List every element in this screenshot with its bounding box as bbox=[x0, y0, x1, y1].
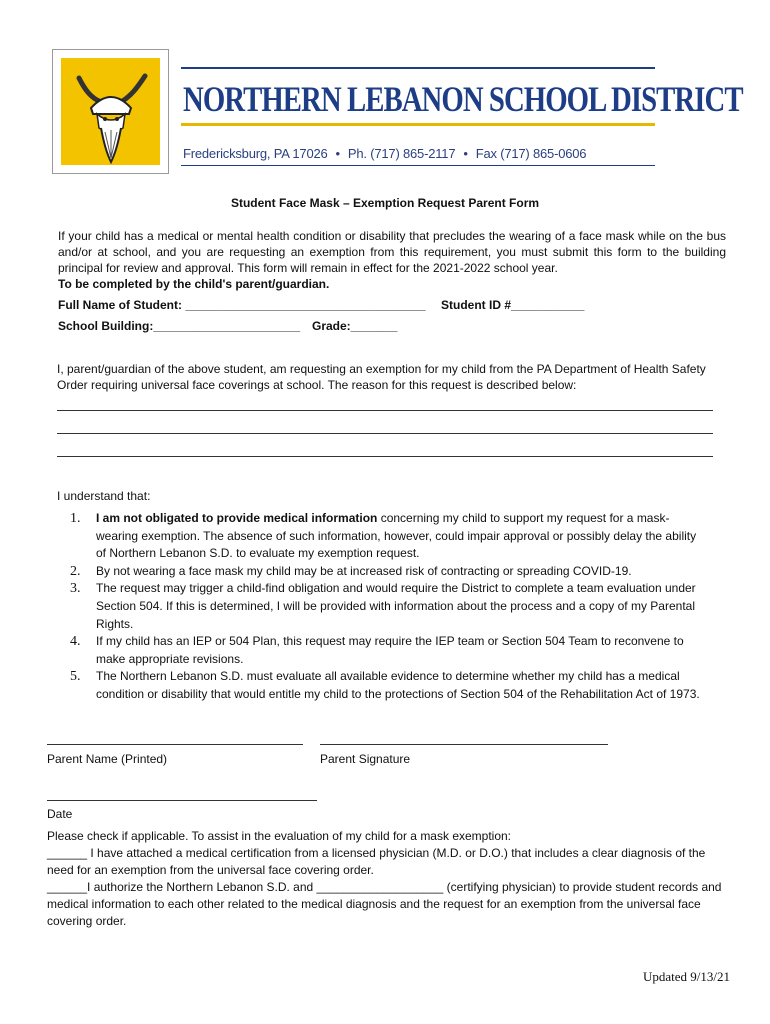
date-label: Date bbox=[47, 807, 73, 821]
list-item bbox=[70, 668, 700, 703]
grade-field[interactable]: Grade:_______ bbox=[312, 319, 398, 333]
list-item bbox=[70, 580, 700, 633]
list-item bbox=[70, 633, 700, 668]
form-intro: If your child has a medical or mental health condition or disability that precludes the wearing of a face mask while on the bus and/or at school, and you are requesting an exemption from this requirement, you must submit this form to the building principal for review and approval. This form will remain in effect for the 2021-2022 school year. bbox=[58, 229, 726, 275]
district-name: NORTHERN LEBANON SCHOOL DISTRICT bbox=[183, 79, 743, 119]
phone-text: Ph. (717) 865-2117 bbox=[347, 146, 456, 161]
check-block bbox=[47, 828, 727, 930]
list-number: 5. bbox=[70, 669, 81, 685]
list-item bbox=[70, 563, 700, 581]
list-number: 2. bbox=[70, 563, 81, 579]
contact-line bbox=[183, 146, 586, 161]
reason-line[interactable] bbox=[57, 456, 713, 457]
fax-text: Fax (717) 865-0606 bbox=[475, 146, 587, 161]
parent-name-line[interactable] bbox=[47, 744, 303, 745]
understand-list bbox=[70, 510, 700, 704]
reason-intro: I, parent/guardian of the above student, am requesting an exemption for my child from the PA Department of Health Safety Order requiring universal face coverings at school. The reason for this request is described below: bbox=[57, 362, 706, 392]
school-building-field[interactable]: School Building:______________________ bbox=[58, 319, 301, 333]
list-number: 1. bbox=[70, 511, 81, 526]
check-intro: Please check if applicable. To assist in the evaluation of my child for a mask exemption: bbox=[47, 829, 512, 843]
address-text: Fredericksburg, PA 17026 bbox=[183, 146, 328, 161]
updated-date: Updated 9/13/21 bbox=[643, 969, 731, 984]
parent-signature-line[interactable] bbox=[320, 744, 608, 745]
student-name-field[interactable]: Full Name of Student: ____________________________________ bbox=[58, 298, 426, 312]
parent-signature-label: Parent Signature bbox=[320, 752, 411, 766]
viking-mascot-icon bbox=[61, 58, 160, 165]
list-item-bold: I am not obligated to provide medical information bbox=[96, 511, 378, 525]
list-item-text: The Northern Lebanon S.D. must evaluate all available evidence to determine whether my child has a medical condition or disability that would entitle my child to the protections of Section 504 of the Rehabilitation Act of 1973. bbox=[96, 669, 700, 701]
parent-name-label: Parent Name (Printed) bbox=[47, 752, 168, 766]
form-title: Student Face Mask – Exemption Request Parent Form bbox=[230, 196, 540, 210]
list-item-text: If my child has an IEP or 504 Plan, this request may require the IEP team or Section 504 Team to reconvene to make appropriate revisions. bbox=[96, 634, 684, 666]
reason-line[interactable] bbox=[57, 410, 713, 411]
reason-line[interactable] bbox=[57, 433, 713, 434]
list-number: 3. bbox=[70, 581, 81, 597]
list-item bbox=[70, 510, 700, 563]
student-id-field[interactable]: Student ID #___________ bbox=[441, 298, 585, 312]
list-item-text: concerning my child to support my request for a mask-wearing exemption. The absence of such information, however, could impair approval or possibly delay the ability of Northern Lebanon S.D. to evaluate my exemption request. bbox=[96, 511, 697, 561]
letterhead-bottom-rule bbox=[181, 165, 655, 166]
check-option-medical-certification[interactable]: ______ I have attached a medical certification from a licensed physician (M.D. or D.O.) that includes a clear diagnosis of the need for an exemption from the universal face covering order. bbox=[47, 846, 706, 877]
check-option-authorize-records[interactable]: ______I authorize the Northern Lebanon S.D. and ___________________ (certifying physician) to provide student records and medical information to each other related to the medical diagnosis and the request for an exemption from the universal face covering order. bbox=[47, 880, 722, 928]
date-line[interactable] bbox=[47, 800, 317, 801]
district-logo bbox=[52, 49, 169, 174]
separator-dot: • bbox=[335, 146, 340, 161]
understand-heading: I understand that: bbox=[57, 489, 151, 503]
list-number: 4. bbox=[70, 634, 81, 650]
separator-dot: • bbox=[463, 146, 468, 161]
letterhead-top-rule bbox=[181, 67, 655, 69]
list-item-text: The request may trigger a child-find obligation and would require the District to complete a team evaluation under Section 504. If this is determined, I will be provided with information about the process and a copy of my Parental Rights. bbox=[96, 581, 696, 631]
letterhead-gold-rule bbox=[181, 123, 655, 126]
list-item-text: By not wearing a face mask my child may be at increased risk of contracting or spreading COVID-19. bbox=[96, 563, 632, 578]
guardian-note: To be completed by the child's parent/guardian. bbox=[58, 277, 330, 291]
